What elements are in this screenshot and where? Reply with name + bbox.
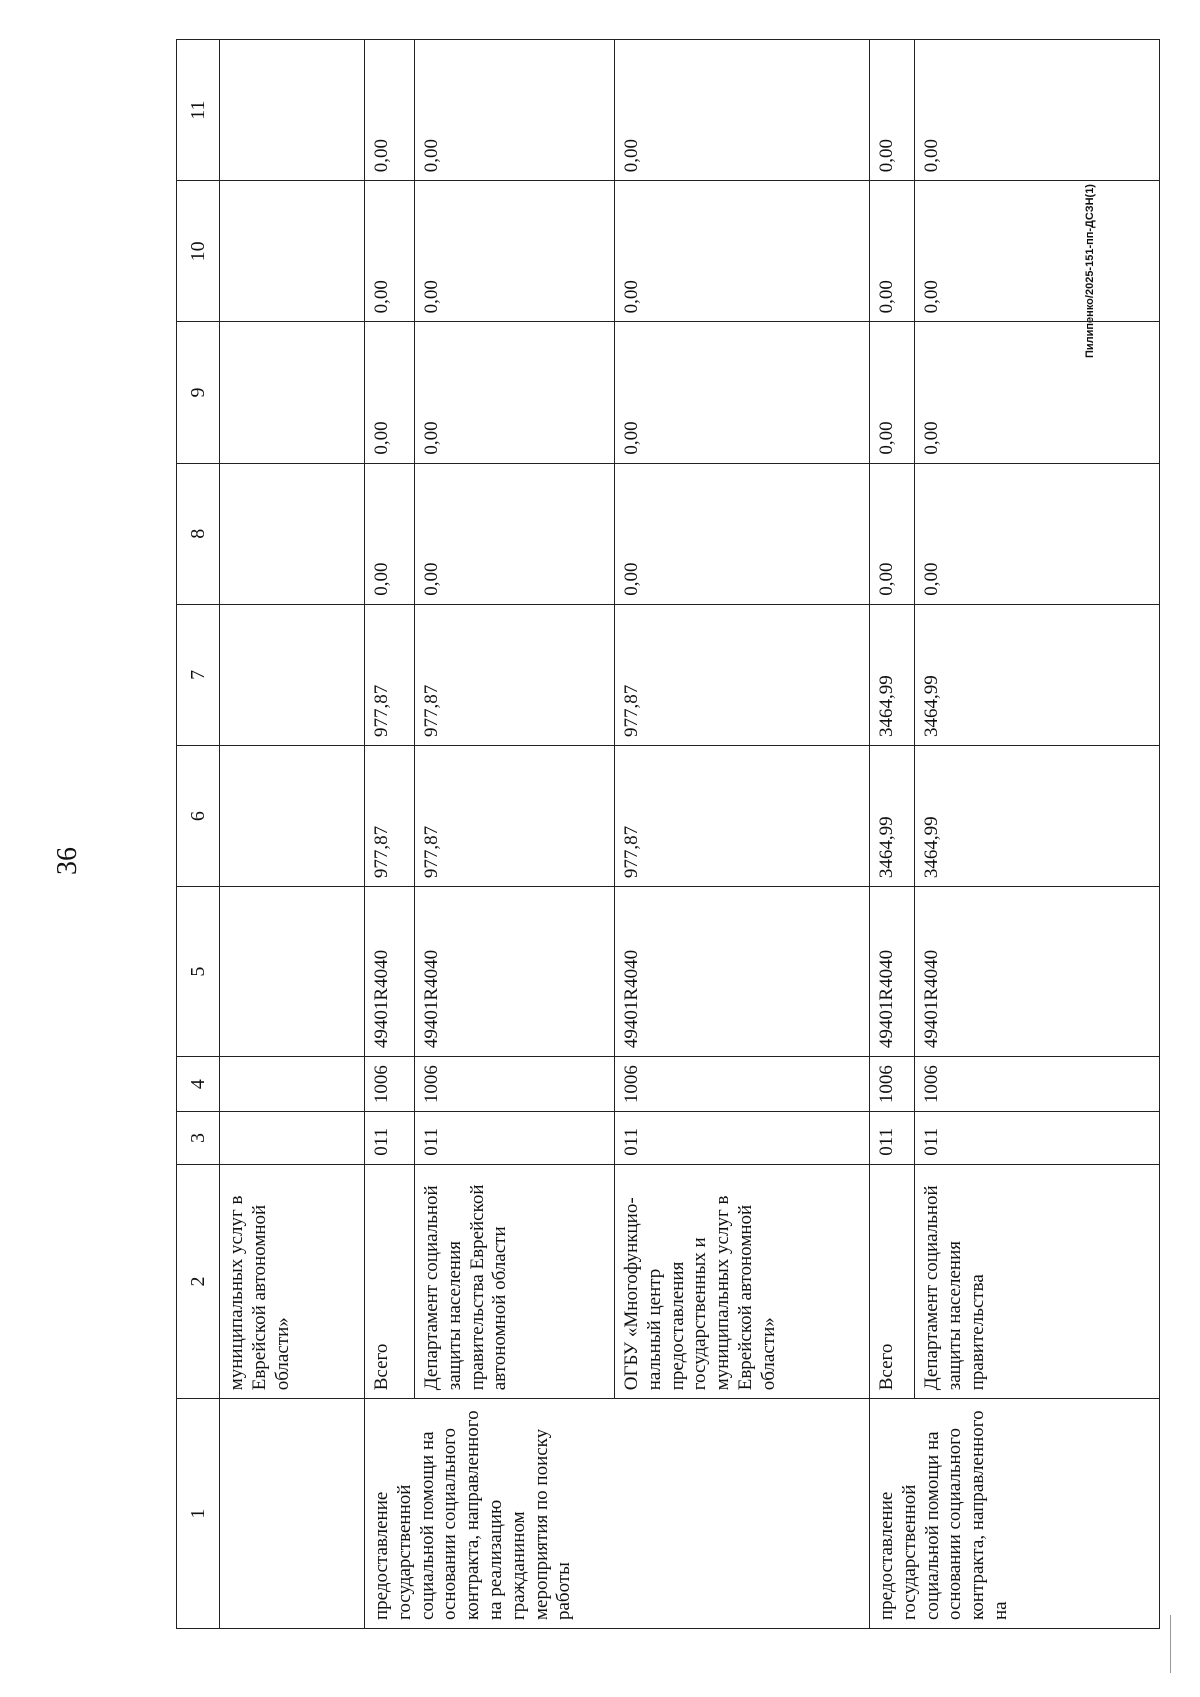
table-row xyxy=(870,40,915,1629)
col-header-7: 7 xyxy=(177,604,220,745)
col-header-11: 11 xyxy=(177,40,220,181)
col-header-1: 1 xyxy=(177,1399,220,1629)
col-header-6: 6 xyxy=(177,745,220,886)
cell-rzpr: 1006 xyxy=(870,1057,915,1112)
budget-table-rotated xyxy=(176,39,1150,1629)
cell-v8: 0,00 xyxy=(870,463,915,604)
cell-v8: 0,00 xyxy=(365,463,415,604)
cell-v7: 3464,99 xyxy=(870,604,915,745)
edge-mark xyxy=(1170,1615,1171,1673)
header-row xyxy=(177,40,220,1629)
cell-grbs: 011 xyxy=(365,1112,415,1165)
cell-v9: 0,00 xyxy=(415,322,615,463)
cell-v10 xyxy=(220,181,365,322)
cell-v10: 0,00 xyxy=(915,181,1160,322)
cell-activity: предоставление государственной социальной помощи на основании социального контракта, направленного на xyxy=(870,1399,1160,1629)
cell-v10: 0,00 xyxy=(870,181,915,322)
col-header-9: 9 xyxy=(177,322,220,463)
cell-csr xyxy=(220,887,365,1057)
cell-executor: ОГБУ «Многофункцио-нальный центр предоставления государственных и муниципальных услуг в Еврейской автономной области» xyxy=(615,1164,870,1399)
cell-v9: 0,00 xyxy=(615,322,870,463)
cell-v6: 3464,99 xyxy=(915,745,1160,886)
cell-executor: Всего xyxy=(870,1164,915,1399)
cell-v8: 0,00 xyxy=(915,463,1160,604)
budget-table xyxy=(176,39,1160,1629)
cell-grbs: 011 xyxy=(915,1112,1160,1165)
cell-grbs: 011 xyxy=(870,1112,915,1165)
cell-rzpr: 1006 xyxy=(365,1057,415,1112)
table-row xyxy=(615,40,870,1629)
cell-grbs xyxy=(220,1112,365,1165)
cell-csr: 49401R4040 xyxy=(415,887,615,1057)
col-header-10: 10 xyxy=(177,181,220,322)
col-header-3: 3 xyxy=(177,1112,220,1165)
document-code: Пилипенко/2025-151-пп-ДСЗН(1) xyxy=(1084,184,1096,358)
cell-v6: 977,87 xyxy=(365,745,415,886)
col-header-5: 5 xyxy=(177,887,220,1057)
cell-rzpr: 1006 xyxy=(915,1057,1160,1112)
cell-executor: Департамент социальной защиты населения правительства xyxy=(915,1164,1160,1399)
cell-executor: Всего xyxy=(365,1164,415,1399)
cell-v10: 0,00 xyxy=(615,181,870,322)
cell-v7 xyxy=(220,604,365,745)
cell-v10: 0,00 xyxy=(415,181,615,322)
col-header-2: 2 xyxy=(177,1164,220,1399)
table-row xyxy=(415,40,615,1629)
cell-v9: 0,00 xyxy=(915,322,1160,463)
cell-rzpr: 1006 xyxy=(615,1057,870,1112)
page-number: 36 xyxy=(52,847,83,875)
cell-activity: предоставление государственной социальной помощи на основании социального контракта, направленного на реализацию гражданином мероприятия по поиску работы xyxy=(365,1399,870,1629)
cell-v11: 0,00 xyxy=(415,40,615,181)
cell-v9: 0,00 xyxy=(365,322,415,463)
cell-v8: 0,00 xyxy=(415,463,615,604)
cell-v6 xyxy=(220,745,365,886)
cell-v11: 0,00 xyxy=(615,40,870,181)
cell-v8: 0,00 xyxy=(615,463,870,604)
cell-rzpr xyxy=(220,1057,365,1112)
table-row xyxy=(220,40,365,1629)
cell-v11: 0,00 xyxy=(365,40,415,181)
cell-v10: 0,00 xyxy=(365,181,415,322)
cell-v7: 3464,99 xyxy=(915,604,1160,745)
cell-v9 xyxy=(220,322,365,463)
cell-v11 xyxy=(220,40,365,181)
cell-executor: муниципальных услуг в Еврейской автономной области» xyxy=(220,1164,365,1399)
table-row xyxy=(365,40,415,1629)
col-header-4: 4 xyxy=(177,1057,220,1112)
cell-v6: 977,87 xyxy=(615,745,870,886)
cell-v11: 0,00 xyxy=(915,40,1160,181)
cell-v6: 977,87 xyxy=(415,745,615,886)
cell-v7: 977,87 xyxy=(365,604,415,745)
cell-v7: 977,87 xyxy=(615,604,870,745)
cell-v6: 3464,99 xyxy=(870,745,915,886)
cell-rzpr: 1006 xyxy=(415,1057,615,1112)
cell-activity xyxy=(220,1399,365,1629)
cell-csr: 49401R4040 xyxy=(365,887,415,1057)
cell-grbs: 011 xyxy=(415,1112,615,1165)
col-header-8: 8 xyxy=(177,463,220,604)
cell-csr: 49401R4040 xyxy=(615,887,870,1057)
cell-csr: 49401R4040 xyxy=(915,887,1160,1057)
table-row xyxy=(915,40,1160,1629)
cell-v11: 0,00 xyxy=(870,40,915,181)
cell-grbs: 011 xyxy=(615,1112,870,1165)
cell-v9: 0,00 xyxy=(870,322,915,463)
cell-v8 xyxy=(220,463,365,604)
cell-csr: 49401R4040 xyxy=(870,887,915,1057)
cell-v7: 977,87 xyxy=(415,604,615,745)
cell-executor: Департамент социальной защиты населения правительства Еврейской автономной области xyxy=(415,1164,615,1399)
